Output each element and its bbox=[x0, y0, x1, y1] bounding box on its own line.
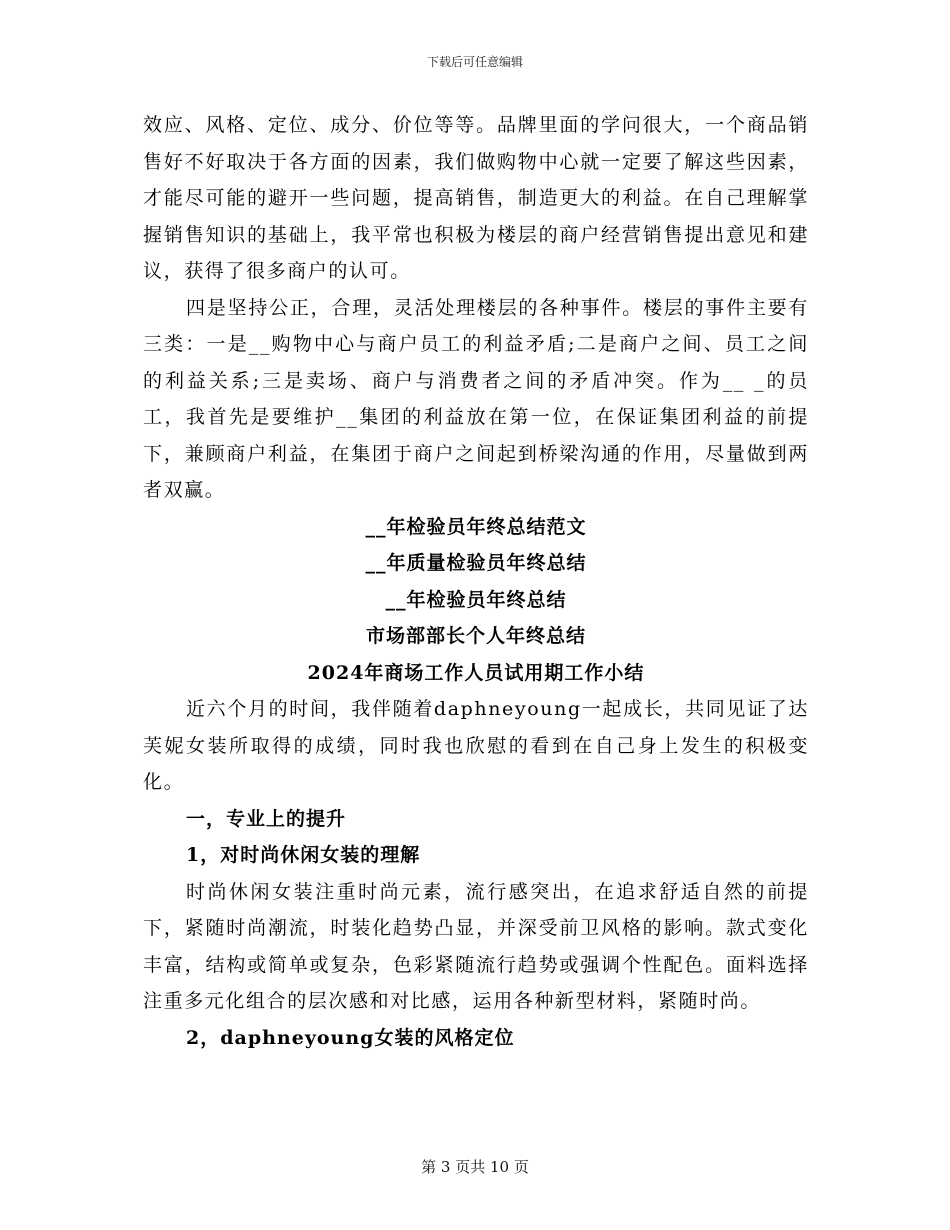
paragraph-intro: 近六个月的时间，我伴随着daphneyoung一起成长，共同见证了达芙妮女装所取得的成绩，同时我也欣慰的看到在自己身上发生的积极变化。 bbox=[143, 698, 809, 793]
article-title: 2024年商场工作人员试用期工作小结 bbox=[307, 661, 645, 684]
subsection-heading-style: 2，daphneyoung女装的风格定位 bbox=[186, 1026, 515, 1049]
paragraph-brand-knowledge: 效应、风格、定位、成分、价位等等。品牌里面的学问很大，一个商品销售好不好取决于各方面的因素，我们做购物中心就一定要了解这些因素，才能尽可能的避开一些问题，提高销售，制造更大的利益。在自己理解掌握销售知识的基础上，我平常也积极为楼层的商户经营销售提出意见和建议，获得了很多商户的认可。 bbox=[143, 114, 809, 282]
subsection-heading-understanding: 1，对时尚休闲女装的理解 bbox=[186, 844, 421, 866]
section-heading-professional: 一，专业上的提升 bbox=[186, 807, 347, 830]
related-link-2[interactable]: __年质量检验员年终总结 bbox=[365, 552, 587, 574]
related-link-1[interactable]: __年检验员年终总结范文 bbox=[365, 515, 587, 538]
document-body bbox=[143, 107, 809, 1056]
related-link-4[interactable]: 市场部部长个人年终总结 bbox=[365, 625, 586, 647]
related-link-3[interactable]: __年检验员年终总结 bbox=[385, 588, 567, 611]
paragraph-fashion-casual: 时尚休闲女装注重时尚元素，流行感突出，在追求舒适自然的前提下，紧随时尚潮流，时装化趋势凸显，并深受前卫风格的影响。款式变化丰富，结构或简单或复杂，色彩紧随流行趋势或强调个性配色。面料选择注重多元化组合的层次感和对比感，运用各种新型材料，紧随时尚。 bbox=[143, 880, 809, 1012]
paragraph-fair-handling: 四是坚持公正，合理，灵活处理楼层的各种事件。楼层的事件主要有三类：一是__购物中心与商户员工的利益矛盾;二是商户之间、员工之间的利益关系;三是卖场、商户与消费者之间的矛盾冲突。作为__ _的员工，我首先是要维护__集团的利益放在第一位，在保证集团利益的前提下，兼顾商户利益，在集团于商户之间起到桥梁沟通的作用，尽量做到两者双赢。 bbox=[143, 296, 809, 501]
page-header: 下载后可任意编辑 bbox=[426, 55, 523, 69]
page-footer: 第 3 页共 10 页 bbox=[421, 1158, 529, 1176]
